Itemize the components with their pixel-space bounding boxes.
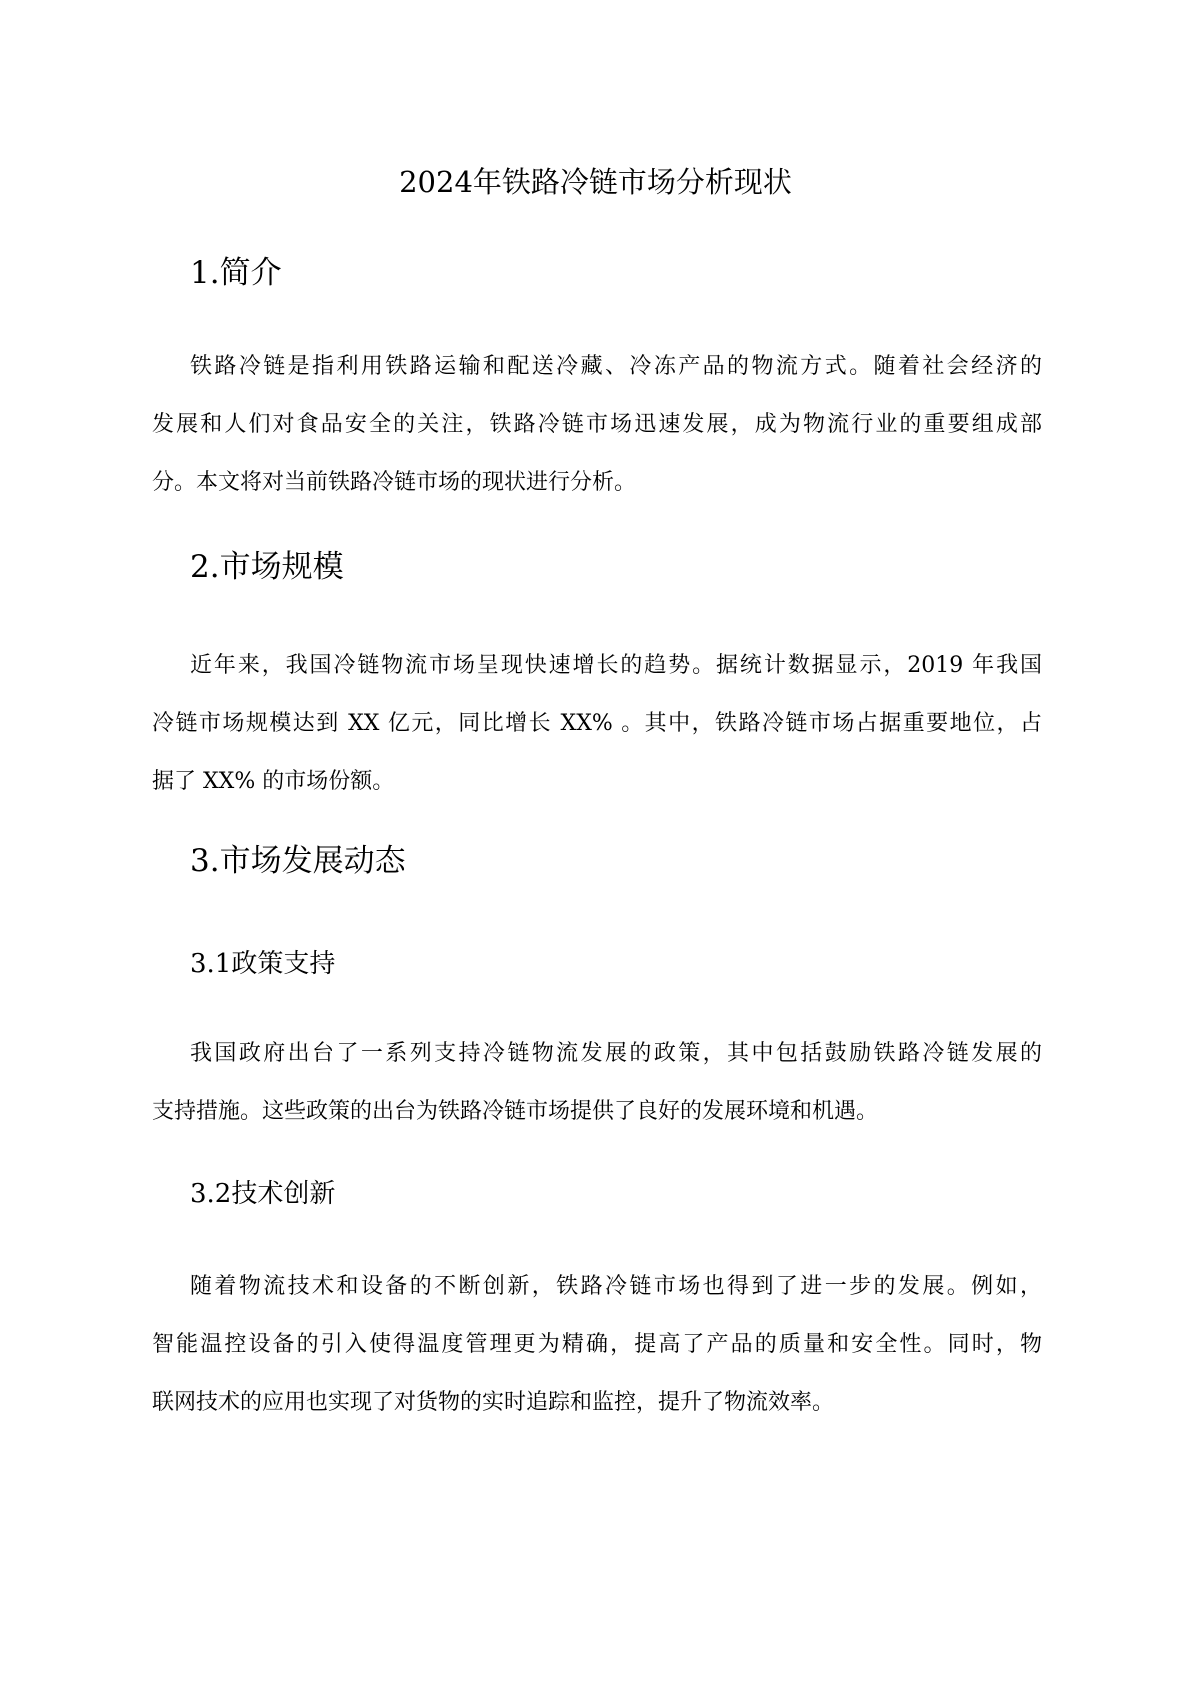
paragraph-line: 我国政府出台了一系列支持冷链物流发展的政策，其中包括鼓励铁路冷链发展的 (190, 1041, 1042, 1066)
paragraph-line: 智能温控设备的引入使得温度管理更为精确，提高了产品的质量和安全性。同时，物 (152, 1332, 1042, 1357)
section-heading-introduction: 1.简介 (190, 255, 282, 291)
paragraph-line: 铁路冷链是指利用铁路运输和配送冷藏、冷冻产品的物流方式。随着社会经济的 (190, 354, 1042, 379)
paragraph-introduction (152, 338, 1042, 512)
paragraph-line: 联网技术的应用也实现了对货物的实时追踪和监控，提升了物流效率。 (152, 1390, 835, 1415)
paragraph-line: 冷链市场规模达到 XX 亿元，同比增长 XX% 。其中，铁路冷链市场占据重要地位，占 (152, 711, 1042, 736)
paragraph-line: 分。本文将对当前铁路冷链市场的现状进行分析。 (152, 470, 637, 495)
paragraph-line: 近年来，我国冷链物流市场呈现快速增长的趋势。据统计数据显示，2019 年我国 (190, 653, 1042, 678)
paragraph-policy-support (152, 1025, 1042, 1141)
paragraph-market-size (152, 637, 1042, 811)
paragraph-line: 据了 XX% 的市场份额。 (152, 769, 395, 794)
subsection-heading-policy-support: 3.1政策支持 (190, 949, 336, 979)
subsection-heading-tech-innovation: 3.2技术创新 (190, 1179, 336, 1209)
section-heading-market-dynamics: 3.市场发展动态 (190, 843, 406, 879)
paragraph-line: 支持措施。这些政策的出台为铁路冷链市场提供了良好的发展环境和机遇。 (152, 1099, 879, 1124)
section-heading-market-size: 2.市场规模 (190, 549, 344, 585)
paragraph-line: 随着物流技术和设备的不断创新，铁路冷链市场也得到了进一步的发展。例如， (190, 1274, 1042, 1299)
document-title: 2024年铁路冷链市场分析现状 (399, 165, 792, 199)
paragraph-tech-innovation (152, 1258, 1042, 1432)
paragraph-line: 发展和人们对食品安全的关注，铁路冷链市场迅速发展，成为物流行业的重要组成部 (152, 412, 1042, 437)
